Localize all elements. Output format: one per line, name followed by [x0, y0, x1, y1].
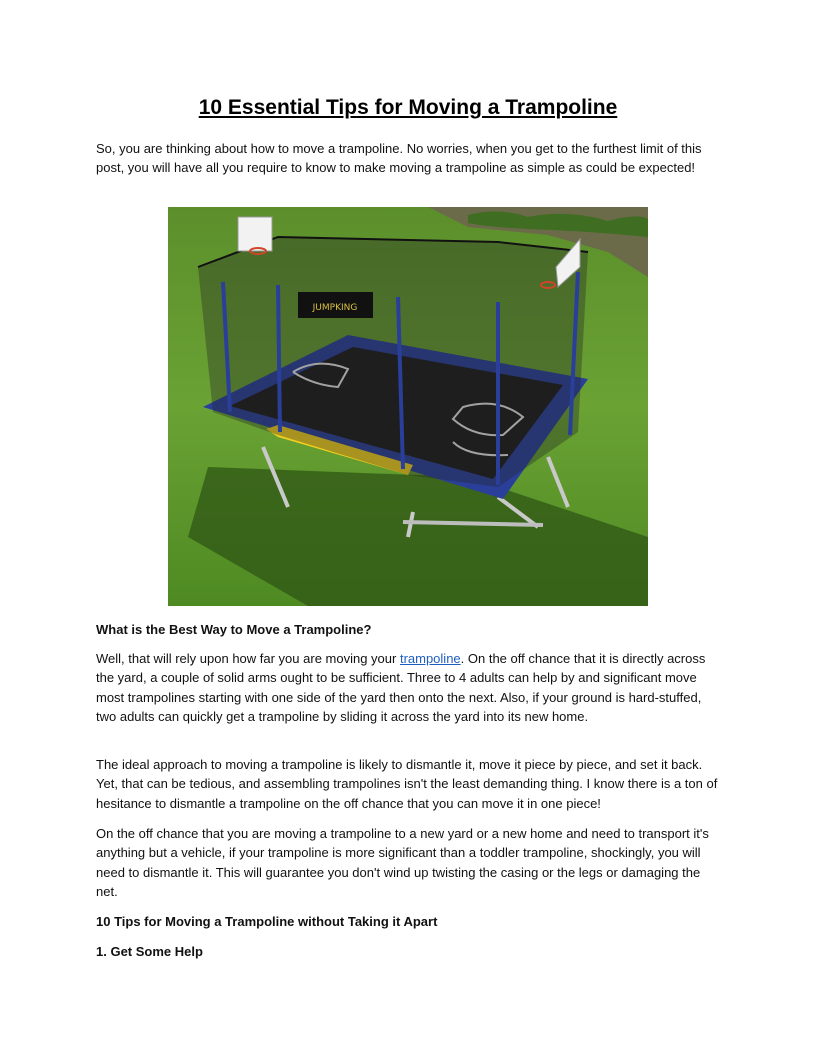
paragraph-1 [96, 649, 720, 727]
paragraph-1-text-end: . On the off chance that it is directly across the yard, a couple of solid arms ought to be sufficient. Three to 4 adults can help by and significant move most trampolines starting with one side of the yard then onto the next. Also, if your ground is hard-stuffed, two adults can quickly get a trampoline by sliding it across the yard into its new home. [96, 651, 706, 725]
section-heading-best-way: What is the Best Way to Move a Trampoline? [96, 622, 372, 637]
page-title: 10 Essential Tips for Moving a Trampoline [198, 96, 618, 119]
tip-1-heading: 1. Get Some Help [96, 944, 203, 959]
banner-label: JUMPKING [312, 303, 358, 313]
intro-paragraph: So, you are thinking about how to move a trampoline. No worries, when you get to the furthest limit of this post, you will have all you require to know to make moving a trampoline as simple as could be expected! [96, 141, 702, 176]
trampoline-photo [168, 207, 648, 606]
paragraph-3: On the off chance that you are moving a trampoline to a new yard or a new home and need to transport it's anything but a vehicle, if your trampoline is more significant than a toddler trampoline, shockingly, you will need to dismantle it. This will guarantee you don't wind up twisting the casing or the legs or damaging the net. [96, 826, 709, 900]
section-heading-tips: 10 Tips for Moving a Trampoline without Taking it Apart [96, 914, 438, 929]
trampoline-link[interactable]: trampoline [399, 651, 461, 666]
left-hoop-backboard [238, 217, 272, 251]
paragraph-1-text-start: Well, that will rely upon how far you are moving your [96, 651, 400, 666]
paragraph-2: The ideal approach to moving a trampoline is likely to dismantle it, move it piece by piece, and set it back. Yet, that can be tedious, and assembling trampolines isn't the least demanding thing. I know there is a ton of hesitance to dismantle a trampoline on the off chance that you can move it in one piece! [96, 757, 718, 811]
